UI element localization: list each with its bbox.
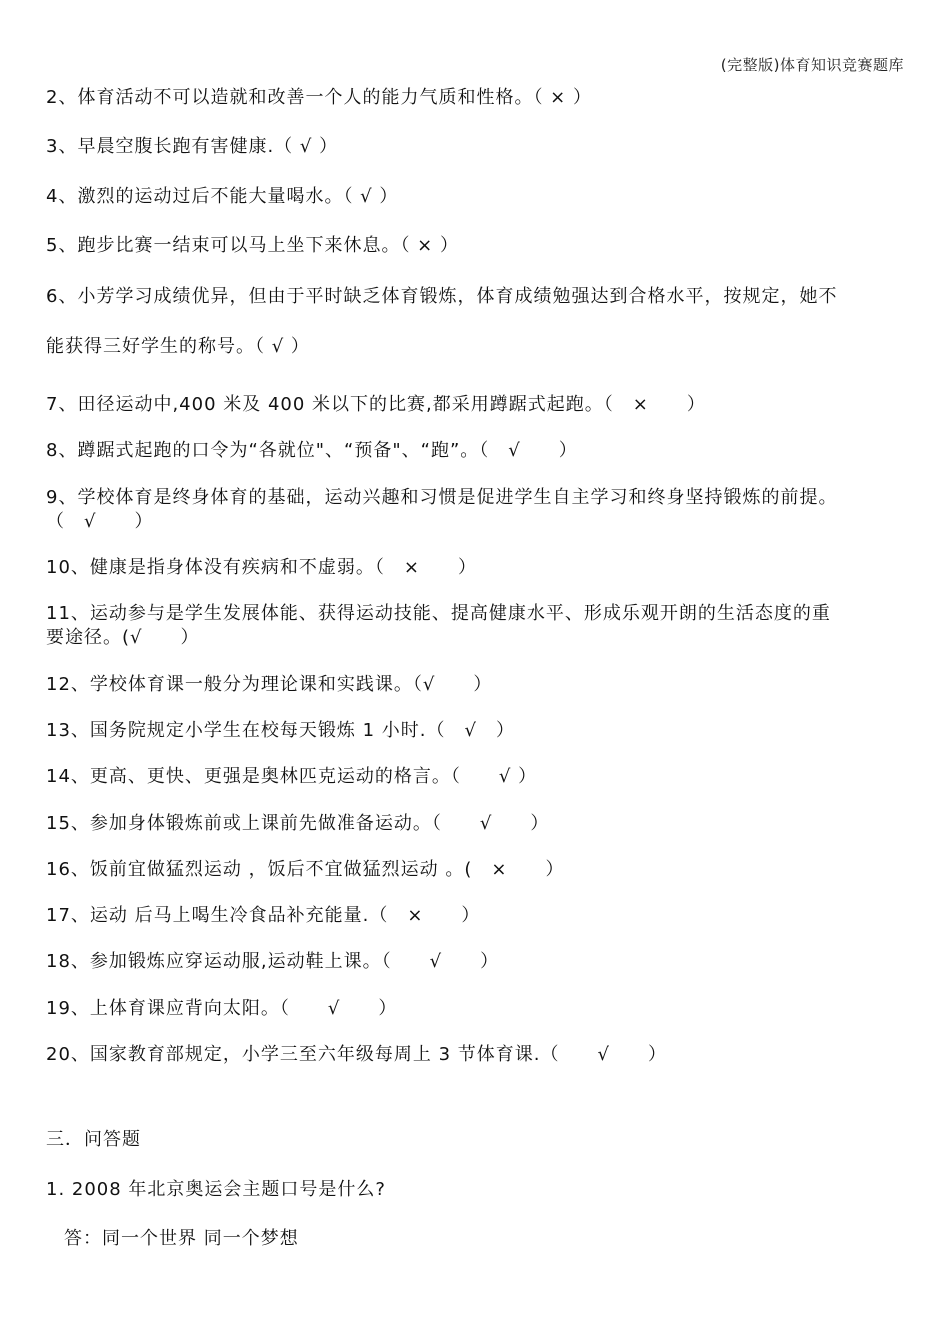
question-11-line-1: 11、运动参与是学生发展体能、获得运动技能、提高健康水平、形成乐观开朗的生活态度的重 — [46, 603, 831, 624]
section-3-heading: 三．问答题 — [46, 1129, 141, 1150]
question-10: 10、健康是指身体没有疾病和不虚弱。（ × ） — [46, 557, 477, 578]
question-12: 12、学校体育课一般分为理论课和实践课。（√ ） — [46, 674, 493, 695]
question-8: 8、蹲踞式起跑的口令为“各就位"、“预备"、“跑”。（ √ ） — [46, 440, 578, 461]
question-15: 15、参加身体锻炼前或上课前先做准备运动。（ √ ） — [46, 813, 550, 834]
question-9 — [46, 486, 908, 534]
question-11-line-2: 要途径。(√ ） — [46, 627, 200, 648]
question-14: 14、更高、更快、更强是奥林匹克运动的格言。（ √ ） — [46, 766, 538, 787]
question-2: 2、体育活动不可以造就和改善一个人的能力气质和性格。（ × ） — [46, 87, 592, 108]
question-20: 20、国家教育部规定，小学三至六年级每周上 3 节体育课.（ √ ） — [46, 1044, 667, 1065]
qa-question-1: 1. 2008 年北京奥运会主题口号是什么? — [46, 1179, 386, 1200]
question-9-line-1: 9、学校体育是终身体育的基础，运动兴趣和习惯是促进学生自主学习和终身坚持锻炼的前提。 — [46, 487, 838, 508]
question-11 — [46, 602, 908, 650]
question-13: 13、国务院规定小学生在校每天锻炼 1 小时.（ √ ） — [46, 720, 515, 741]
question-5: 5、跑步比赛一结束可以马上坐下来休息。（ × ） — [46, 235, 459, 256]
question-17: 17、运动 后马上喝生冷食品补充能量.（ × ） — [46, 905, 481, 926]
page-header: (完整版)体育知识竞赛题库 — [720, 56, 904, 74]
question-3: 3、早晨空腹长跑有害健康.（ √ ） — [46, 136, 339, 157]
question-18: 18、参加锻炼应穿运动服,运动鞋上课。（ √ ） — [46, 951, 500, 972]
qa-answer-1: 答：同一个世界 同一个梦想 — [64, 1228, 299, 1249]
question-9-line-2: （ √ ） — [46, 511, 154, 532]
question-7: 7、田径运动中,400 米及 400 米以下的比赛,都采用蹲踞式起跑。（ × ） — [46, 394, 706, 415]
question-4: 4、激烈的运动过后不能大量喝水。（ √ ） — [46, 186, 399, 207]
question-6 — [46, 285, 908, 359]
question-19: 19、上体育课应背向太阳。（ √ ） — [46, 998, 398, 1019]
question-6-line-2: 能获得三好学生的称号。（ √ ） — [46, 336, 310, 357]
question-6-line-1: 6、小芳学习成绩优异，但由于平时缺乏体育锻炼，体育成绩勉强达到合格水平，按规定，她不 — [46, 286, 838, 307]
question-16: 16、饭前宜做猛烈运动 ，饭后不宜做猛烈运动 。( × ） — [46, 859, 565, 880]
